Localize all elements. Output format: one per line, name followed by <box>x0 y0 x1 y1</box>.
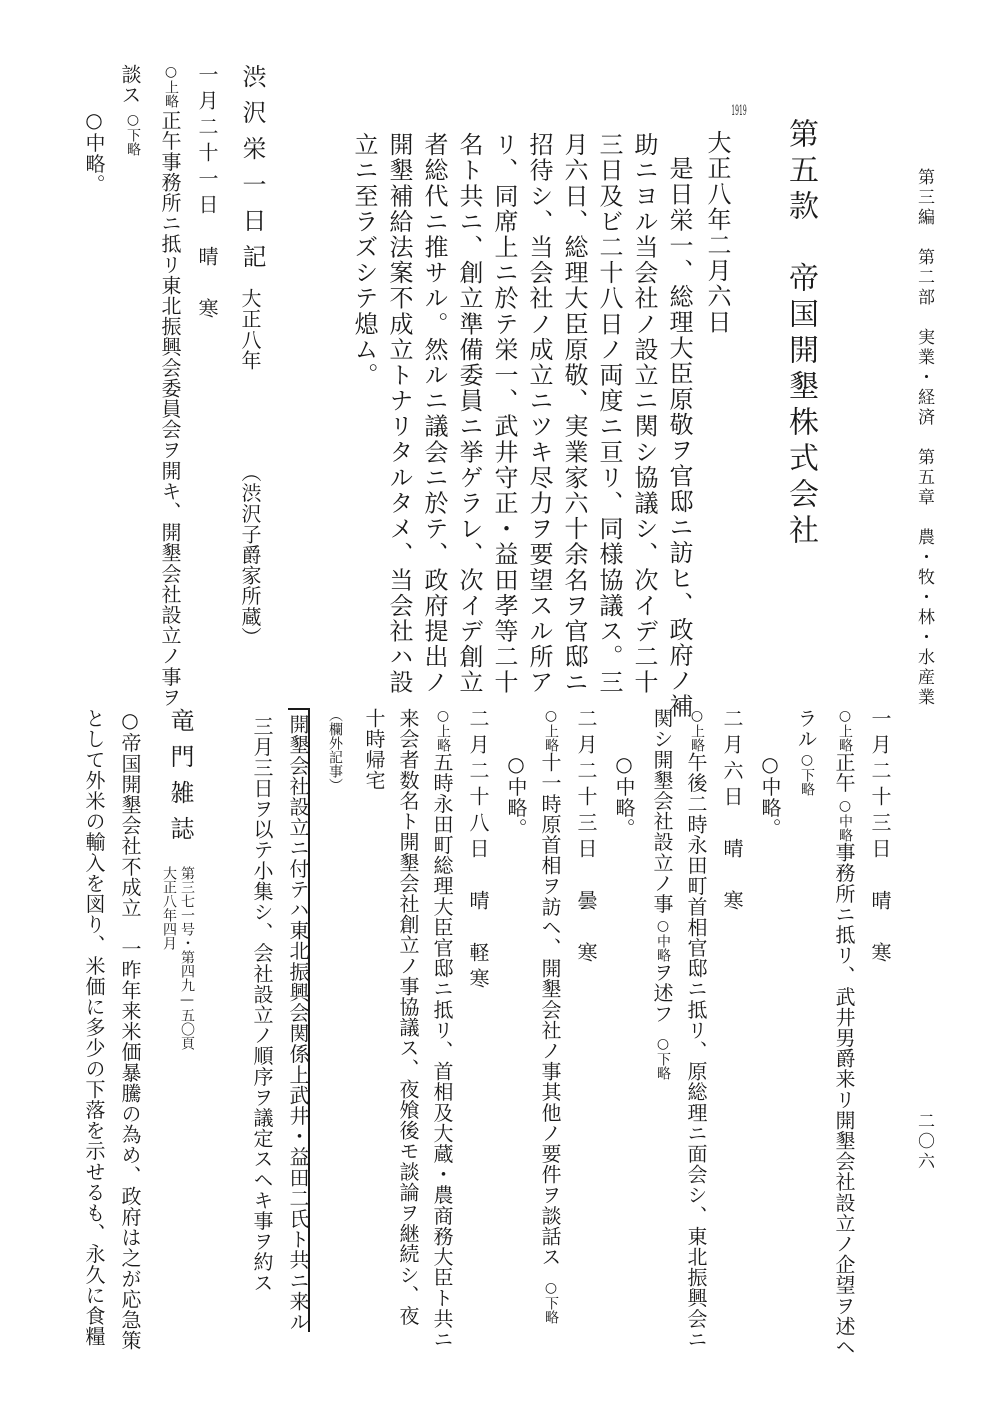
omission-mark: ○中略 <box>837 798 853 842</box>
entry-text: 十一時原首相ヲ訪ヘ、開墾会社ノ事其他ノ要件ヲ談話ス <box>538 752 562 1267</box>
margin-note-label: （欄外記事） <box>327 708 343 792</box>
body-line-8: 者総代ニ推サル。然ルニ議会ニ於テ、政府提出ノ <box>420 132 448 696</box>
entry-date: 一月二十一日 晴 寒 <box>195 64 219 324</box>
body-line-4: 月六日、総理大臣原敬、実業家六十余名ヲ官邸ニ <box>560 132 588 696</box>
omission-mark: ○下略 <box>655 1036 671 1080</box>
diary-title: 渋沢栄一日記 <box>238 64 266 280</box>
entry-text: ヲ述フ <box>650 962 674 1024</box>
omission-mark: ○中略 <box>655 918 671 962</box>
body-line-7: 名ト共ニ、創立準備委員ニ挙ゲラレ、次イデ創立 <box>455 132 483 696</box>
entry-line-2: 談ス <box>118 64 142 106</box>
running-head: 第三編 第二部 実業・経済 第五章 農・牧・林・水産業 <box>914 168 934 708</box>
omission-mark: ○下略 <box>125 112 141 156</box>
entry-date: 二月六日 晴 寒 <box>720 708 744 916</box>
margin-note-line-1: 開墾会社設立ニ付テハ東北振興会関係上武井・益田二氏ト共ニ来ル <box>288 708 310 1332</box>
body-line-3: 三日及ビ二十八日ノ両度ニ亘リ、同様協議ス。三 <box>595 132 623 696</box>
year-western: 1919 <box>731 104 747 118</box>
omission-mark: ○下略 <box>543 1280 559 1324</box>
entry-date: 二月二十三日 曇 寒 <box>574 708 598 968</box>
body-line-1: 是日栄一、総理大臣原敬ヲ官邸ニ訪ヒ、政府ノ補 <box>665 156 693 720</box>
entry-date: 二月二十八日 晴 軽寒 <box>466 708 490 994</box>
omission-mark: ○上略 <box>543 708 559 752</box>
omission-mark: ○下略 <box>799 752 815 796</box>
entry-text: 十時帰宅 <box>362 708 386 791</box>
omission-mark: ○中略。 <box>82 108 106 195</box>
entry-text: 来会者数名ト開墾会社創立ノ事協議ス、夜飧後モ談論ヲ継続シ、夜 <box>396 708 420 1326</box>
omission-mark: ○上略 <box>435 708 451 752</box>
page-number: 二〇六 <box>914 1112 934 1172</box>
body-line-2: 助ニヨル当会社ノ設立ニ関シ協議シ、次イデ二十 <box>630 132 658 696</box>
entry-text: 五時永田町総理大臣官邸ニ抵リ、首相及大蔵・農商務大臣ト共ニ <box>430 752 454 1350</box>
body-line-5: 招待シ、当会社ノ成立ニツキ尽力ヲ要望スル所ア <box>525 132 553 696</box>
body-line-10: 立ニ至ラズシテ熄ム。 <box>350 132 378 388</box>
date-heading: 大正八年二月六日 <box>703 130 731 335</box>
entry-text: 正午 <box>832 752 856 794</box>
body-line-6: リ、同席上ニ於テ栄一、武井守正・益田孝等二十 <box>490 132 518 696</box>
margin-note-line-2: 三月三日ヲ以テ小集シ、会社設立ノ順序ヲ議定スヘキ事ヲ約ス <box>250 716 274 1293</box>
omission-mark: ○上略 <box>689 708 705 752</box>
diary-year: 大正八年 <box>238 288 262 371</box>
magazine-date: 大正八年四月 <box>161 866 177 950</box>
body-line-9: 開墾補給法案不成立トナリタルタメ、当会社ハ設 <box>385 132 413 696</box>
omission-mark: ○上略 <box>837 708 853 752</box>
omission-mark: ○中略。 <box>758 752 782 839</box>
entry-text: ラル <box>794 708 818 750</box>
omission-mark: ○上略 <box>163 64 179 108</box>
entry-text: 事務所ニ抵リ、武井男爵来リ開墾会社設立ノ企望ヲ述ヘ <box>832 842 856 1357</box>
omission-mark: ○中略。 <box>612 752 636 839</box>
omission-mark: ○中略。 <box>504 752 528 839</box>
magazine-line-2: として外米の輸入を図り、米価に多少の下落を示せるも、永久に食糧 <box>82 708 106 1347</box>
entry-line-1: 正午事務所ニ抵リ東北振興会委員会ヲ開キ、開墾会社設立ノ事ヲ <box>158 110 182 708</box>
entry-text: 午後二時永田町首相官邸ニ抵リ、原総理ニ面会シ、東北振興会ニ <box>684 752 708 1350</box>
section-title: 第五款 帝国開墾株式会社 <box>783 118 818 550</box>
magazine-line-1: ○帝国開墾会社不成立 一昨年来米価暴騰の為め、政府は之が応急策 <box>118 708 142 1351</box>
magazine-title: 竜門雑誌 <box>166 708 194 852</box>
entry-date: 一月二十三日 晴 寒 <box>868 708 892 968</box>
magazine-issue: 第三七一号・第四九—五〇頁 <box>179 866 195 1050</box>
entry-text: 関シ開墾会社設立ノ事 <box>650 708 674 914</box>
diary-source: （渋沢子爵家所蔵） <box>238 462 262 648</box>
